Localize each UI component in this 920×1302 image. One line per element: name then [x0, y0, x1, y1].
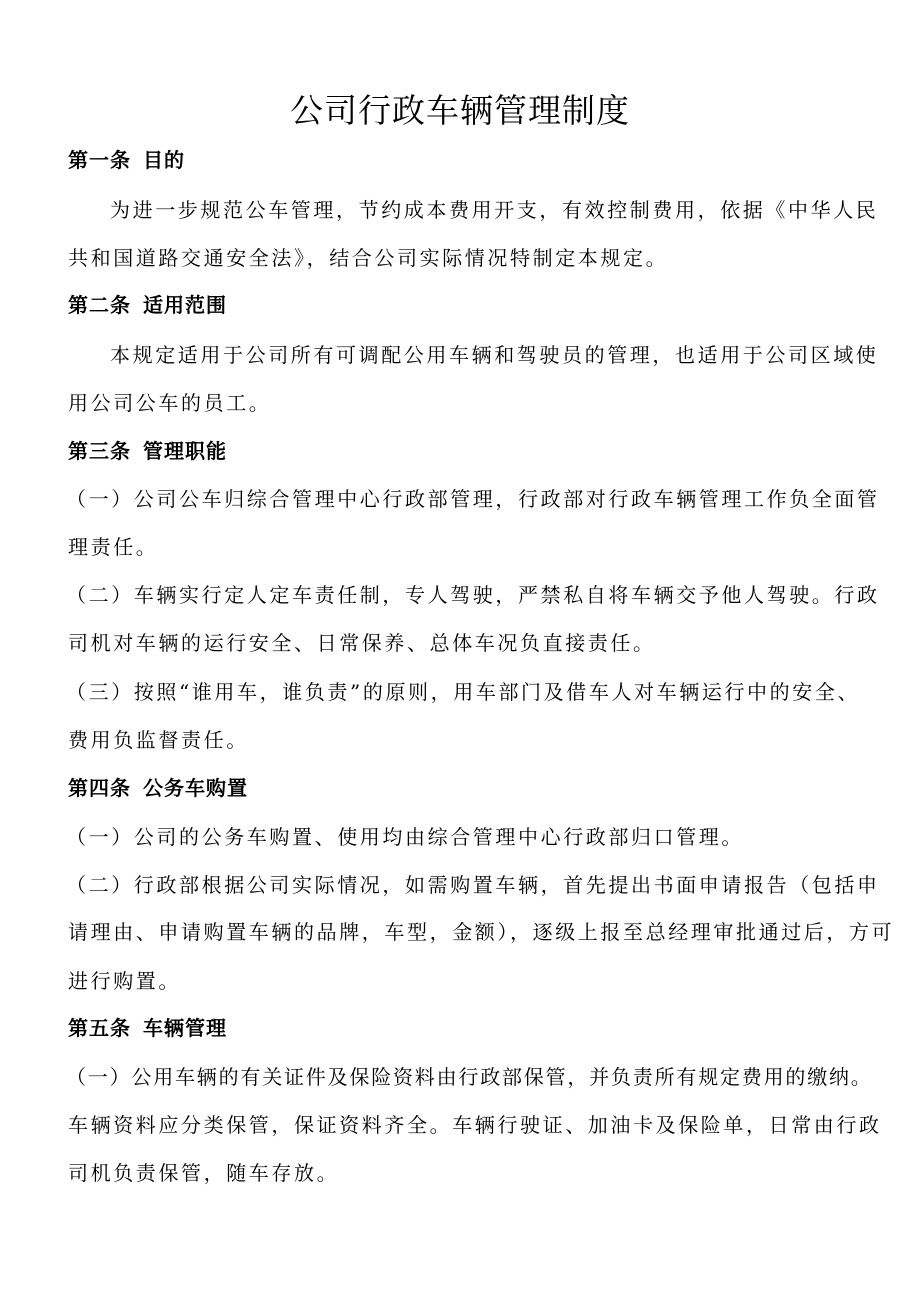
paragraph-line: 司机负责保管，随车存放。: [68, 1161, 340, 1185]
paragraph-line: （二）行政部根据公司实际情况，如需购置车辆，首先提出书面申请报告（包括申: [66, 873, 880, 897]
article-name: 适用范围: [143, 293, 227, 317]
article-name: 管理职能: [143, 439, 227, 463]
paragraph-line: （三）按照“谁用车，谁负责”的原则，用车部门及借车人对车辆运行中的安全、: [66, 680, 861, 704]
document-title: 公司行政车辆管理制度: [290, 91, 630, 130]
paragraph-line: 请理由、申请购置车辆的品牌，车型，金额），逐级上报至总经理审批通过后，方可: [68, 920, 895, 944]
paragraph-line: （一）公司公车归综合管理中心行政部管理，行政部对行政车辆管理工作负全面管: [66, 487, 880, 511]
article-number: 第四条: [68, 776, 131, 800]
article-heading: [68, 773, 868, 803]
paragraph-line: （一）公用车辆的有关证件及保险资料由行政部保管，并负责所有规定费用的缴纳。: [66, 1065, 873, 1089]
article-number: 第三条: [68, 439, 131, 463]
paragraph-line: （二）车辆实行定人定车责任制，专人驾驶，严禁私自将车辆交予他人驾驶。行政: [66, 583, 880, 607]
article-number: 第二条: [68, 293, 131, 317]
paragraph-line: 共和国道路交通安全法》，结合公司实际情况特制定本规定。: [68, 246, 669, 270]
paragraph-line: 本规定适用于公司所有可调配公用车辆和驾驶员的管理，也适用于公司区域使: [110, 343, 879, 367]
article-heading: [68, 145, 868, 175]
article-number: 第一条: [68, 148, 131, 172]
paragraph-line: 进行购置。: [68, 969, 181, 993]
paragraph-line: 费用负监督责任。: [68, 728, 249, 752]
paragraph-line: 车辆资料应分类保管，保证资料齐全。车辆行驶证、加油卡及保险单，日常由行政: [68, 1113, 882, 1137]
article-name: 车辆管理: [143, 1016, 227, 1040]
paragraph-line: 用公司公车的员工。: [68, 391, 272, 415]
article-name: 公务车购置: [143, 776, 248, 800]
paragraph-line: 理责任。: [68, 535, 159, 559]
article-heading: [68, 1013, 868, 1043]
article-heading: [68, 290, 868, 320]
paragraph-line: 为进一步规范公车管理，节约成本费用开支，有效控制费用，依据《中华人民: [110, 198, 879, 222]
article-number: 第五条: [68, 1016, 131, 1040]
paragraph-line: 司机对车辆的运行安全、日常保养、总体车况负直接责任。: [68, 631, 656, 655]
article-name: 目的: [143, 148, 185, 172]
article-heading: [68, 436, 868, 466]
paragraph-line: （一）公司的公务车购置、使用均由综合管理中心行政部归口管理。: [66, 825, 744, 849]
